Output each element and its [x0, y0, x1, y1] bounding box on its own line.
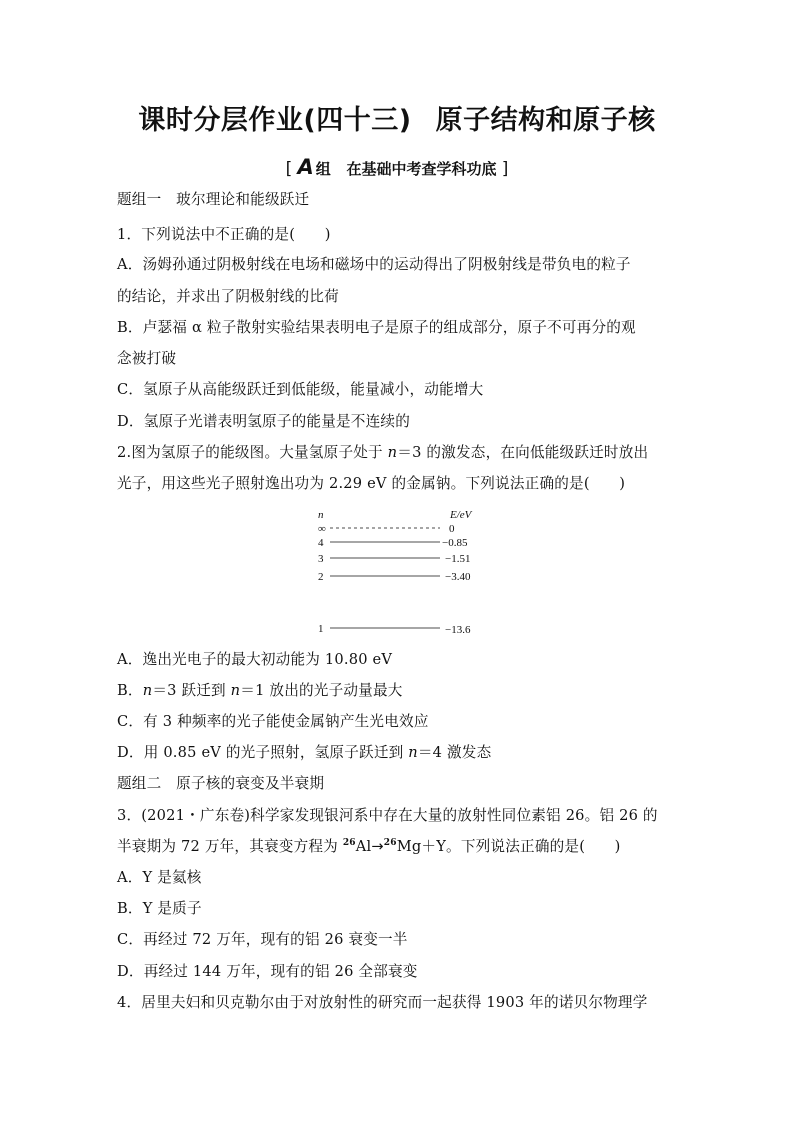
title-sub: 原子结构和原子核 [435, 105, 656, 136]
page-title [0, 98, 794, 137]
energy-level-diagram [310, 505, 490, 637]
section-1-title: 题组一 玻尔理论和能级跃迁 [117, 191, 310, 208]
level-2-n: 2 [318, 571, 324, 583]
level-1-e: −13.6 [445, 624, 471, 636]
mg-symbol: Mg [396, 838, 422, 855]
q2-option-a: A．逸出光电子的最大初动能为 10.80 eV [117, 651, 393, 668]
group-letter: A [297, 155, 314, 179]
q2-d-var-n: n [408, 744, 418, 761]
level-inf-e: 0 [449, 523, 455, 535]
q3-option-c: C．再经过 72 万年，现有的铝 26 衰变一半 [117, 931, 408, 948]
group-a-banner [0, 155, 794, 179]
q2-b-var-n1: n [142, 682, 153, 699]
level-3-n: 3 [318, 553, 324, 565]
q3-option-a: A．Y 是氦核 [117, 869, 202, 886]
q2-stem-line1 [117, 441, 648, 462]
q1-option-b: B．卢瑟福 α 粒子散射实验结果表明电子是原子的组成部分，原子不可再分的观 [117, 319, 636, 336]
axis-e-label: E/eV [450, 509, 472, 521]
level-1-n: 1 [318, 623, 324, 635]
level-3-e: −1.51 [445, 553, 471, 565]
q3-stem-part2: ＋Y。下列说法正确的是( ) [421, 838, 621, 855]
decay-arrow: → [371, 838, 384, 855]
q4-stem-line1: 4．居里夫妇和贝克勒尔由于对放射性的研究而一起获得 1903 年的诺贝尔物理学 [117, 994, 648, 1011]
axis-n-label: n [318, 509, 324, 521]
q1-option-a-cont: 的结论，并求出了阴极射线的比荷 [117, 288, 339, 305]
q3-stem-line2 [117, 835, 621, 856]
q3-option-d: D．再经过 144 万年，现有的铝 26 全部衰变 [117, 963, 418, 980]
q1-option-a: A．汤姆孙通过阴极射线在电场和磁场中的运动得出了阴极射线是带负电的粒子 [117, 256, 631, 273]
mg-mass-number: 26 [383, 838, 397, 849]
level-inf-n: ∞ [318, 523, 326, 535]
q1-stem: 1．下列说法中不正确的是( ) [117, 226, 331, 243]
q2-option-c: C．有 3 种频率的光子能使金属钠产生光电效应 [117, 713, 429, 730]
q2-b-prefix: B． [117, 682, 143, 699]
q2-option-d [117, 741, 491, 762]
q1-option-b-cont: 念被打破 [117, 350, 177, 367]
bracket-close: ] [501, 159, 509, 179]
level-4-n: 4 [318, 537, 324, 549]
q2-d-suffix: ＝4 激发态 [417, 744, 492, 761]
q3-option-b: B．Y 是质子 [117, 900, 202, 917]
q3-stem-part1: 半衰期为 72 万年，其衰变方程为 [117, 838, 343, 855]
q1-option-d: D．氢原子光谱表明氢原子的能量是不连续的 [117, 413, 410, 430]
q2-stem-part2: ＝3 的激发态，在向低能级跃迁时放出 [397, 444, 649, 461]
q2-stem-part1: 2.图为氢原子的能级图。大量氢原子处于 [117, 444, 388, 461]
q2-b-suffix: ＝1 放出的光子动量最大 [240, 682, 403, 699]
q2-d-prefix: D．用 0.85 eV 的光子照射，氢原子跃迁到 [117, 744, 409, 761]
bracket-open: [ [285, 159, 293, 179]
q2-b-var-n2: n [230, 682, 241, 699]
group-text: 在基础中考查学科功底 [346, 160, 497, 178]
title-main: 课时分层作业(四十三) [138, 105, 412, 136]
section-2-title: 题组二 原子核的衰变及半衰期 [117, 775, 325, 792]
q2-option-b [117, 679, 403, 700]
q2-stem-line2: 光子，用这些光子照射逸出功为 2.29 eV 的金属钠。下列说法正确的是( ) [117, 475, 626, 492]
q2-var-n: n [387, 444, 398, 461]
q2-b-mid: ＝3 跃迁到 [152, 682, 231, 699]
level-2-e: −3.40 [445, 571, 471, 583]
q3-stem-line1: 3．(2021・广东卷)科学家发现银河系中存在大量的放射性同位素铝 26。铝 26 的 [117, 807, 658, 824]
al-symbol: Al [355, 838, 372, 855]
group-suffix: 组 [315, 160, 331, 178]
al-mass-number: 26 [342, 838, 356, 849]
level-4-e: −0.85 [442, 537, 468, 549]
q1-option-c: C．氢原子从高能级跃迁到低能级，能量减小，动能增大 [117, 381, 484, 398]
